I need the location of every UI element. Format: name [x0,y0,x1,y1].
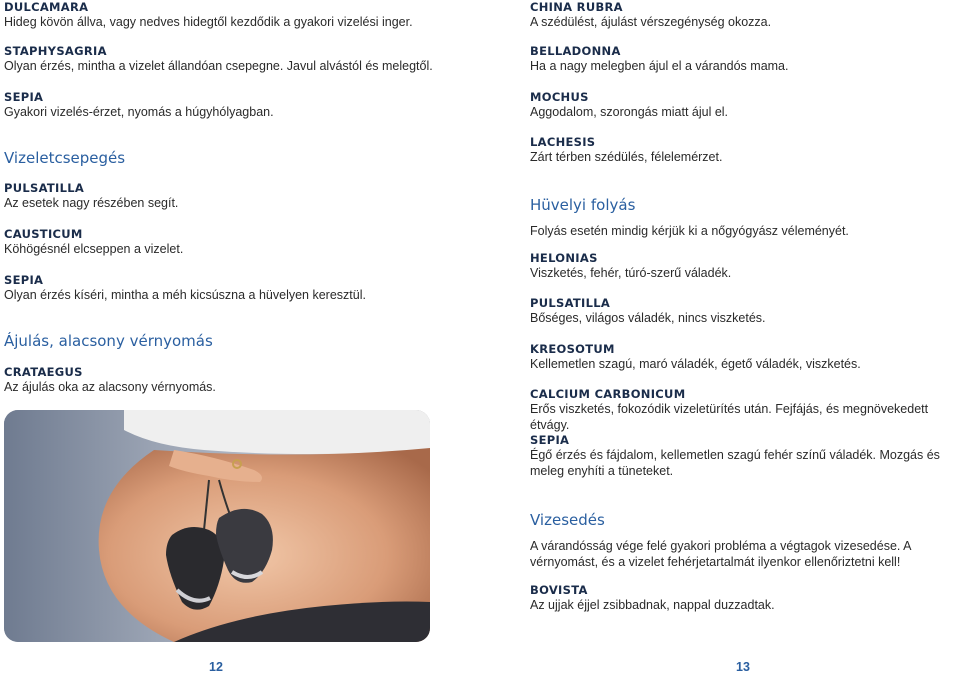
remedy-description: Olyan érzés kíséri, mintha a méh kicsúszna a hüvelyen keresztül. [4,288,366,302]
section-heading-huvelyi-folyas: Hüvelyi folyás [530,196,636,214]
remedy-description: Az esetek nagy részében segít. [4,196,179,210]
remedy-entry [530,342,861,372]
remedy-description: Ha a nagy melegben ájul el a várandós mama. [530,59,789,73]
remedy-description: Gyakori vizelés-érzet, nyomás a húgyhólyagban. [4,105,274,119]
remedy-entry [530,251,731,281]
remedy-name: CAUSTICUM [4,227,83,241]
pregnant-belly-photo [4,410,430,642]
remedy-name: BOVISTA [530,583,588,597]
remedy-name: LACHESIS [530,135,596,149]
remedy-name: SEPIA [530,433,570,447]
remedy-description: Az ájulás oka az alacsony vérnyomás. [4,380,216,394]
section-intro-text: A várandósság vége felé gyakori probléma a végtagok vizesedése. A vérnyomást, és a vizelet fehérjetartalmát ilyenkor ellenőriztetni kell! [530,539,911,569]
section-heading-ajulas: Ájulás, alacsony vérnyomás [4,332,213,350]
remedy-name: SEPIA [4,90,44,104]
remedy-name: PULSATILLA [530,296,611,310]
section-heading-vizeletcsepeges: Vizeletcsepegés [4,149,126,167]
remedy-description: Égő érzés és fájdalom, kellemetlen szagú fehér színű váladék. Mozgás és meleg enyhíti a tüneteket. [530,448,940,478]
remedy-name: KREOSOTUM [530,342,615,356]
remedy-entry [4,0,413,30]
section-intro-text: Folyás esetén mindig kérjük ki a nőgyógyász véleményét. [530,224,849,238]
remedy-description: Viszketés, fehér, túró-szerű váladék. [530,266,732,280]
remedy-entry [4,90,274,120]
remedy-entry [530,0,771,30]
remedy-description: A szédülést, ájulást vérszegénység okozza. [530,15,772,29]
remedy-description: Erős viszketés, fokozódik vizeletürítés után. Fejfájás, és megnövekedett étvágy. [530,402,929,432]
remedy-description: Bőséges, világos váladék, nincs viszketés. [530,311,766,325]
remedy-name: HELONIAS [530,251,598,265]
remedy-entry [4,227,183,257]
remedy-entry [4,44,433,74]
remedy-description: Az ujjak éjjel zsibbadnak, nappal duzzadtak. [530,598,775,612]
remedy-entry [4,365,216,395]
remedy-entry [530,296,766,326]
remedy-entry [530,433,956,479]
remedy-entry [530,135,722,165]
remedy-name: STAPHYSAGRIA [4,44,107,58]
remedy-name: SEPIA [4,273,44,287]
remedy-name: PULSATILLA [4,181,85,195]
remedy-entry [4,181,178,211]
remedy-name: MOCHUS [530,90,589,104]
remedy-name: CALCIUM CARBONICUM [530,387,686,401]
remedy-entry [530,583,775,613]
remedy-entry [530,44,788,74]
remedy-description: Kellemetlen szagú, maró váladék, égető váladék, viszketés. [530,357,861,371]
section-heading-vizesedes: Vizesedés [530,511,605,529]
remedy-name: DULCAMARA [4,0,89,14]
remedy-description: Aggodalom, szorongás miatt ájul el. [530,105,729,119]
remedy-description: Köhögésnél elcseppen a vizelet. [4,242,184,256]
remedy-name: CHINA RUBRA [530,0,623,14]
pregnant-belly-photo-illustration [4,410,430,642]
remedy-entry [530,387,960,433]
page-number-left: 12 [209,660,223,674]
remedy-description: Hideg kövön állva, vagy nedves hidegtől kezdődik a gyakori vizelési inger. [4,15,413,29]
remedy-description: Zárt térben szédülés, félelemérzet. [530,150,723,164]
remedy-entry [4,273,366,303]
remedy-name: BELLADONNA [530,44,621,58]
remedy-entry [530,90,728,120]
remedy-name: CRATAEGUS [4,365,83,379]
remedy-description: Olyan érzés, mintha a vizelet állandóan csepegne. Javul alvástól és melegtől. [4,59,433,73]
page-number-right: 13 [736,660,750,674]
